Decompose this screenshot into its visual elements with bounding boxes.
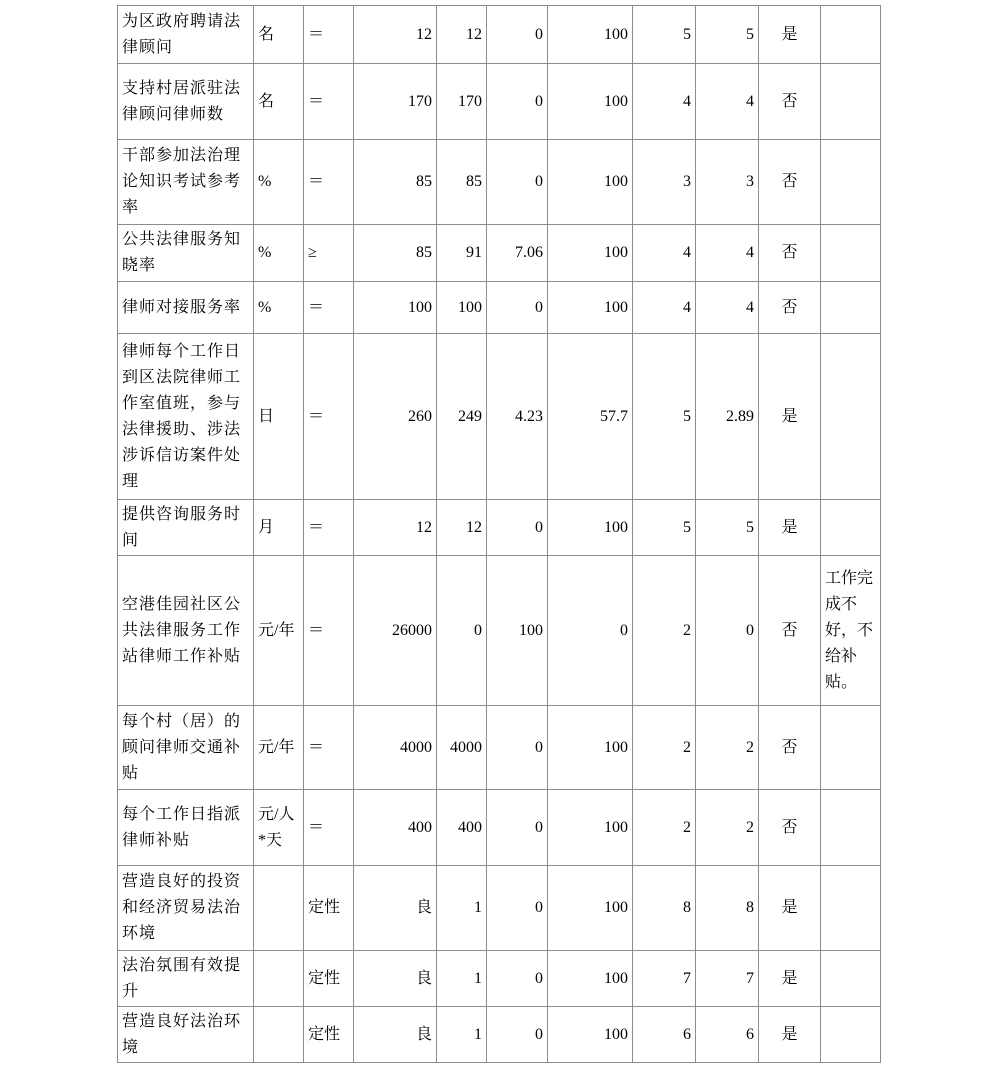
actual-value: 249 bbox=[437, 334, 487, 500]
indicator-name: 支持村居派驻法律顾问律师数 bbox=[118, 64, 254, 140]
weight-score: 2 bbox=[633, 790, 696, 866]
completion-rate: 100 bbox=[548, 282, 633, 334]
remark bbox=[821, 1007, 881, 1063]
deviation-rate: 0 bbox=[487, 6, 548, 64]
table-row bbox=[118, 225, 881, 282]
weight-score: 2 bbox=[633, 556, 696, 706]
actual-score: 0 bbox=[696, 556, 759, 706]
indicator-name: 营造良好法治环境 bbox=[118, 1007, 254, 1063]
indicator-name: 律师对接服务率 bbox=[118, 282, 254, 334]
completion-rate: 100 bbox=[548, 951, 633, 1007]
remark bbox=[821, 334, 881, 500]
actual-value: 400 bbox=[437, 790, 487, 866]
actual-score: 2 bbox=[696, 790, 759, 866]
indicator-unit: % bbox=[254, 140, 304, 225]
remark bbox=[821, 951, 881, 1007]
target-value: 400 bbox=[354, 790, 437, 866]
indicator-name: 为区政府聘请法律顾问 bbox=[118, 6, 254, 64]
weight-score: 4 bbox=[633, 64, 696, 140]
target-value: 良 bbox=[354, 1007, 437, 1063]
completion-rate: 57.7 bbox=[548, 334, 633, 500]
weight-score: 4 bbox=[633, 225, 696, 282]
actual-score: 5 bbox=[696, 500, 759, 556]
indicator-unit: % bbox=[254, 225, 304, 282]
deviation-rate: 0 bbox=[487, 790, 548, 866]
actual-value: 4000 bbox=[437, 706, 487, 790]
table-row bbox=[118, 790, 881, 866]
deviation-rate: 0 bbox=[487, 282, 548, 334]
target-value: 100 bbox=[354, 282, 437, 334]
weight-score: 5 bbox=[633, 500, 696, 556]
indicator-unit: 元/人*天 bbox=[254, 790, 304, 866]
weight-score: 2 bbox=[633, 706, 696, 790]
indicator-name: 营造良好的投资和经济贸易法治环境 bbox=[118, 866, 254, 951]
weight-score: 6 bbox=[633, 1007, 696, 1063]
weight-score: 4 bbox=[633, 282, 696, 334]
completion-rate: 100 bbox=[548, 6, 633, 64]
deviation-flag: 否 bbox=[759, 556, 821, 706]
deviation-rate: 0 bbox=[487, 1007, 548, 1063]
remark: 工作完成不好，不给补贴。 bbox=[821, 556, 881, 706]
remark bbox=[821, 790, 881, 866]
actual-score: 7 bbox=[696, 951, 759, 1007]
completion-rate: 100 bbox=[548, 706, 633, 790]
remark bbox=[821, 140, 881, 225]
actual-value: 85 bbox=[437, 140, 487, 225]
completion-rate: 100 bbox=[548, 225, 633, 282]
indicator-operator: 定性 bbox=[304, 866, 354, 951]
indicator-operator: 定性 bbox=[304, 951, 354, 1007]
target-value: 260 bbox=[354, 334, 437, 500]
actual-score: 2.89 bbox=[696, 334, 759, 500]
indicator-name: 空港佳园社区公共法律服务工作站律师工作补贴 bbox=[118, 556, 254, 706]
table-row bbox=[118, 500, 881, 556]
target-value: 85 bbox=[354, 140, 437, 225]
indicator-unit: 日 bbox=[254, 334, 304, 500]
remark bbox=[821, 706, 881, 790]
actual-score: 6 bbox=[696, 1007, 759, 1063]
deviation-flag: 是 bbox=[759, 6, 821, 64]
deviation-flag: 否 bbox=[759, 140, 821, 225]
table-row bbox=[118, 6, 881, 64]
indicator-name: 提供咨询服务时间 bbox=[118, 500, 254, 556]
actual-value: 1 bbox=[437, 866, 487, 951]
indicator-name: 律师每个工作日到区法院律师工作室值班，参与法律援助、涉法涉诉信访案件处理 bbox=[118, 334, 254, 500]
target-value: 4000 bbox=[354, 706, 437, 790]
target-value: 85 bbox=[354, 225, 437, 282]
target-value: 12 bbox=[354, 6, 437, 64]
actual-score: 4 bbox=[696, 225, 759, 282]
completion-rate: 100 bbox=[548, 866, 633, 951]
deviation-rate: 7.06 bbox=[487, 225, 548, 282]
deviation-flag: 是 bbox=[759, 500, 821, 556]
target-value: 良 bbox=[354, 866, 437, 951]
completion-rate: 100 bbox=[548, 140, 633, 225]
remark bbox=[821, 282, 881, 334]
deviation-rate: 4.23 bbox=[487, 334, 548, 500]
indicator-unit bbox=[254, 866, 304, 951]
indicator-unit bbox=[254, 1007, 304, 1063]
deviation-rate: 0 bbox=[487, 140, 548, 225]
indicator-operator: ＝ bbox=[304, 334, 354, 500]
weight-score: 7 bbox=[633, 951, 696, 1007]
deviation-flag: 否 bbox=[759, 282, 821, 334]
weight-score: 5 bbox=[633, 334, 696, 500]
indicator-name: 法治氛围有效提升 bbox=[118, 951, 254, 1007]
weight-score: 5 bbox=[633, 6, 696, 64]
completion-rate: 0 bbox=[548, 556, 633, 706]
actual-value: 91 bbox=[437, 225, 487, 282]
table-row bbox=[118, 64, 881, 140]
indicator-unit bbox=[254, 951, 304, 1007]
completion-rate: 100 bbox=[548, 1007, 633, 1063]
indicator-operator: ≥ bbox=[304, 225, 354, 282]
indicator-name: 每个工作日指派律师补贴 bbox=[118, 790, 254, 866]
actual-score: 4 bbox=[696, 282, 759, 334]
table-row bbox=[118, 282, 881, 334]
indicator-unit: 月 bbox=[254, 500, 304, 556]
indicator-operator: ＝ bbox=[304, 706, 354, 790]
actual-value: 12 bbox=[437, 500, 487, 556]
deviation-flag: 是 bbox=[759, 866, 821, 951]
completion-rate: 100 bbox=[548, 790, 633, 866]
actual-value: 0 bbox=[437, 556, 487, 706]
deviation-flag: 是 bbox=[759, 1007, 821, 1063]
deviation-flag: 否 bbox=[759, 225, 821, 282]
deviation-rate: 0 bbox=[487, 706, 548, 790]
target-value: 12 bbox=[354, 500, 437, 556]
actual-value: 1 bbox=[437, 951, 487, 1007]
weight-score: 8 bbox=[633, 866, 696, 951]
deviation-flag: 否 bbox=[759, 790, 821, 866]
remark bbox=[821, 500, 881, 556]
actual-value: 100 bbox=[437, 282, 487, 334]
indicator-operator: ＝ bbox=[304, 556, 354, 706]
indicator-operator: ＝ bbox=[304, 140, 354, 225]
actual-score: 2 bbox=[696, 706, 759, 790]
deviation-rate: 0 bbox=[487, 866, 548, 951]
indicator-unit: 元/年 bbox=[254, 706, 304, 790]
deviation-rate: 0 bbox=[487, 64, 548, 140]
indicator-operator: ＝ bbox=[304, 282, 354, 334]
indicator-name: 干部参加法治理论知识考试参考率 bbox=[118, 140, 254, 225]
table-row bbox=[118, 140, 881, 225]
table-row bbox=[118, 556, 881, 706]
remark bbox=[821, 64, 881, 140]
table-row bbox=[118, 334, 881, 500]
indicator-unit: 元/年 bbox=[254, 556, 304, 706]
actual-value: 170 bbox=[437, 64, 487, 140]
indicator-operator: 定性 bbox=[304, 1007, 354, 1063]
table-row bbox=[118, 1007, 881, 1063]
indicator-name: 每个村（居）的顾问律师交通补贴 bbox=[118, 706, 254, 790]
indicator-operator: ＝ bbox=[304, 500, 354, 556]
target-value: 170 bbox=[354, 64, 437, 140]
indicator-unit: 名 bbox=[254, 6, 304, 64]
performance-indicator-table bbox=[117, 5, 881, 1063]
completion-rate: 100 bbox=[548, 500, 633, 556]
actual-score: 3 bbox=[696, 140, 759, 225]
actual-value: 1 bbox=[437, 1007, 487, 1063]
actual-value: 12 bbox=[437, 6, 487, 64]
deviation-flag: 是 bbox=[759, 334, 821, 500]
deviation-rate: 0 bbox=[487, 951, 548, 1007]
weight-score: 3 bbox=[633, 140, 696, 225]
remark bbox=[821, 225, 881, 282]
indicator-operator: ＝ bbox=[304, 64, 354, 140]
actual-score: 8 bbox=[696, 866, 759, 951]
table-row bbox=[118, 706, 881, 790]
table-body bbox=[118, 6, 881, 1063]
remark bbox=[821, 6, 881, 64]
deviation-rate: 0 bbox=[487, 500, 548, 556]
target-value: 良 bbox=[354, 951, 437, 1007]
deviation-flag: 是 bbox=[759, 951, 821, 1007]
target-value: 26000 bbox=[354, 556, 437, 706]
table-row bbox=[118, 951, 881, 1007]
indicator-name: 公共法律服务知晓率 bbox=[118, 225, 254, 282]
deviation-flag: 否 bbox=[759, 706, 821, 790]
indicator-unit: % bbox=[254, 282, 304, 334]
completion-rate: 100 bbox=[548, 64, 633, 140]
indicator-unit: 名 bbox=[254, 64, 304, 140]
actual-score: 5 bbox=[696, 6, 759, 64]
actual-score: 4 bbox=[696, 64, 759, 140]
indicator-operator: ＝ bbox=[304, 6, 354, 64]
indicator-operator: ＝ bbox=[304, 790, 354, 866]
table-row bbox=[118, 866, 881, 951]
deviation-rate: 100 bbox=[487, 556, 548, 706]
deviation-flag: 否 bbox=[759, 64, 821, 140]
remark bbox=[821, 866, 881, 951]
